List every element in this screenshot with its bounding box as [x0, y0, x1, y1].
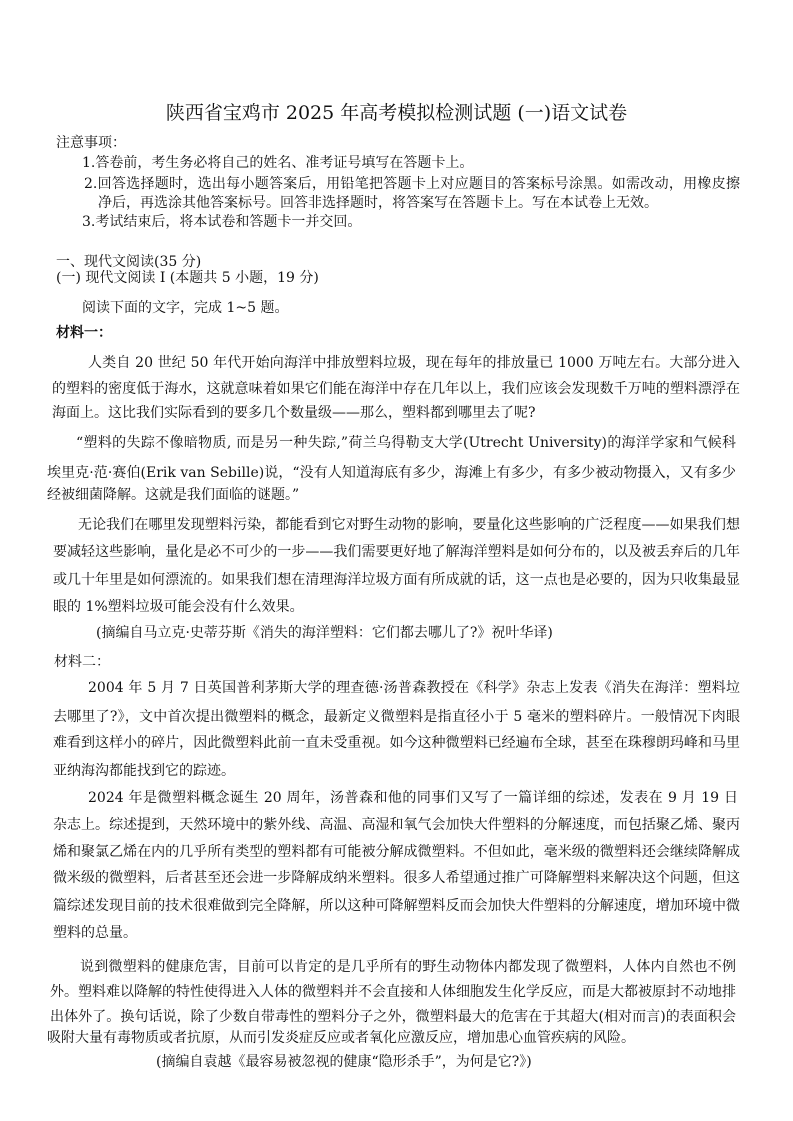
material2-label: 材料二：	[54, 654, 110, 670]
paragraph-line: 眼的 1%塑料垃圾可能会没有什么效果。	[53, 599, 304, 615]
notice-item: 3.考试结束后，将本试卷和答题卡一并交回。	[82, 214, 362, 230]
paragraph-line: 杂志上。综述提到，天然环境中的紫外线、高温、高湿和氧气会加快大件塑料的分解速度，而包括聚乙烯、聚丙	[53, 817, 740, 833]
paragraph-line: 2004 年 5 月 7 日英国普利茅斯大学的理查德·汤普森教授在《科学》杂志上发表《消失在海洋：塑料垃	[88, 680, 740, 696]
paragraph-line: 外。塑料难以降解的特性使得进入人体的微塑料并不会直接和人体细胞发生化学反应，而是大都被原封不动地排	[50, 984, 736, 1000]
paragraph-line: 海面上。这比我们实际看到的要多几个数量级——那么，塑料都到哪里去了呢?	[52, 405, 536, 421]
paragraph-line: 去哪里了?》，文中首次提出微塑料的概念，最新定义微塑料是指直径小于 5 毫米的塑料碎片。一般情况下肉眼	[53, 709, 740, 725]
paragraph-line: 难看到这样小的碎片，因此微塑料此前一直未受重视。如今这种微塑料已经遍布全球，甚至在珠穆朗玛峰和马里	[53, 735, 740, 751]
paragraph-line: 要减轻这些影响，量化是必不可少的一步——我们需要更好地了解海洋塑料是如何分布的，以及被丢弃后的几年	[53, 544, 740, 560]
notice-item: 2.回答选择题时，选出每小题答案后，用铅笔把答题卡上对应题目的答案标号涂黑。如需改动，用橡皮擦	[84, 176, 740, 192]
paragraph-line: 篇综述发现目前的技术很难做到完全降解，所以这种可降解塑料反而会加快大件塑料的分解速度，增加环境中微	[53, 898, 740, 914]
paragraph-line: 2024 年是微塑料概念诞生 20 周年，汤普森和他的同事们又写了一篇详细的综述，发表在 9 月 19 日	[88, 790, 738, 806]
notice-item: 1.答卷前，考生务必将自己的姓名、准考证号填写在答题卡上。	[82, 155, 474, 171]
notice-heading: 注意事项：	[56, 135, 126, 151]
section-heading: 一、现代文阅读(35 分)	[56, 254, 202, 270]
paragraph-line: 埃里克·范·赛伯(Erik van Sebille)说，“没有人知道海底有多少，海滩上有多少，有多少被动物摄入，又有多少	[47, 465, 736, 481]
paragraph-line: 微米级的微塑料，后者甚至还会进一步降解成纳米塑料。很多人希望通过推广可降解塑料来解决这个问题，但这	[53, 870, 740, 886]
paragraph-line: 无论我们在哪里发现塑料污染，都能看到它对野生动物的影响，要量化这些影响的广泛程度——如果我们想	[78, 517, 740, 533]
paragraph-line: 吸附大量有毒物质或者抗原，从而引发炎症反应或者氧化应激反应，增加患心血管疾病的风险。	[47, 1030, 635, 1046]
paragraph-line: 人类自 20 世纪 50 年代开始向海洋中排放塑料垃圾，现在每年的排放量已 1000 万吨左右。大部分进入	[88, 355, 740, 371]
material2-source: (摘编自袁越《最容易被忽视的健康“隐形杀手”，为何是它?》)	[156, 1054, 532, 1070]
notice-item: 净后，再选涂其他答案标号。回答非选择题时，将答案写在答题卡上。写在本试卷上无效。	[98, 195, 658, 211]
paragraph-line: 塑料的总量。	[53, 925, 137, 941]
page-title: 陕西省宝鸡市 2025 年高考模拟检测试题 (一)语文试卷	[165, 102, 628, 124]
paragraph-line: 或几十年里是如何漂流的。如果我们想在清理海洋垃圾方面有所成就的话，这一点也是必要的，因为只收集最显	[53, 572, 740, 588]
subsection-heading: (一) 现代文阅读 I (本题共 5 小题，19 分)	[56, 270, 319, 286]
paragraph-line: 说到微塑料的健康危害，目前可以肯定的是几乎所有的野生动物体内都发现了微塑料，人体内自然也不例	[80, 959, 736, 975]
material1-source: (摘编自马立克·史蒂芬斯《消失的海洋塑料：它们都去哪儿了?》祝叶华译)	[96, 625, 553, 641]
paragraph-line: 的塑料的密度低于海水，这就意味着如果它们能在海洋中存在几年以上，我们应该会发现数千万吨的塑料漂浮在	[52, 381, 740, 397]
material1-label: 材料一：	[56, 325, 112, 341]
paragraph-line: “塑料的失踪不像暗物质, 而是另一种失踪,”荷兰乌得勒支大学(Utrecht University)的海洋学家和气候科	[76, 435, 736, 451]
instruction: 阅读下面的文字，完成 1~5 题。	[82, 300, 289, 316]
paragraph-line: 亚纳海沟都能找到它的踪迹。	[53, 763, 235, 779]
paragraph-line: 烯和聚氯乙烯在内的几乎所有类型的塑料都有可能被分解成微塑料。不但如此，毫米级的微塑料还会继续降解成	[53, 844, 740, 860]
paragraph-line: 经被细菌降解。这就是我们面临的谜题。”	[47, 487, 300, 503]
paragraph-line: 出体外了。换句话说，除了少数自带毒性的塑料分子之外，微塑料最大的危害在于其超大(相对而言)的表面积会	[50, 1009, 736, 1025]
